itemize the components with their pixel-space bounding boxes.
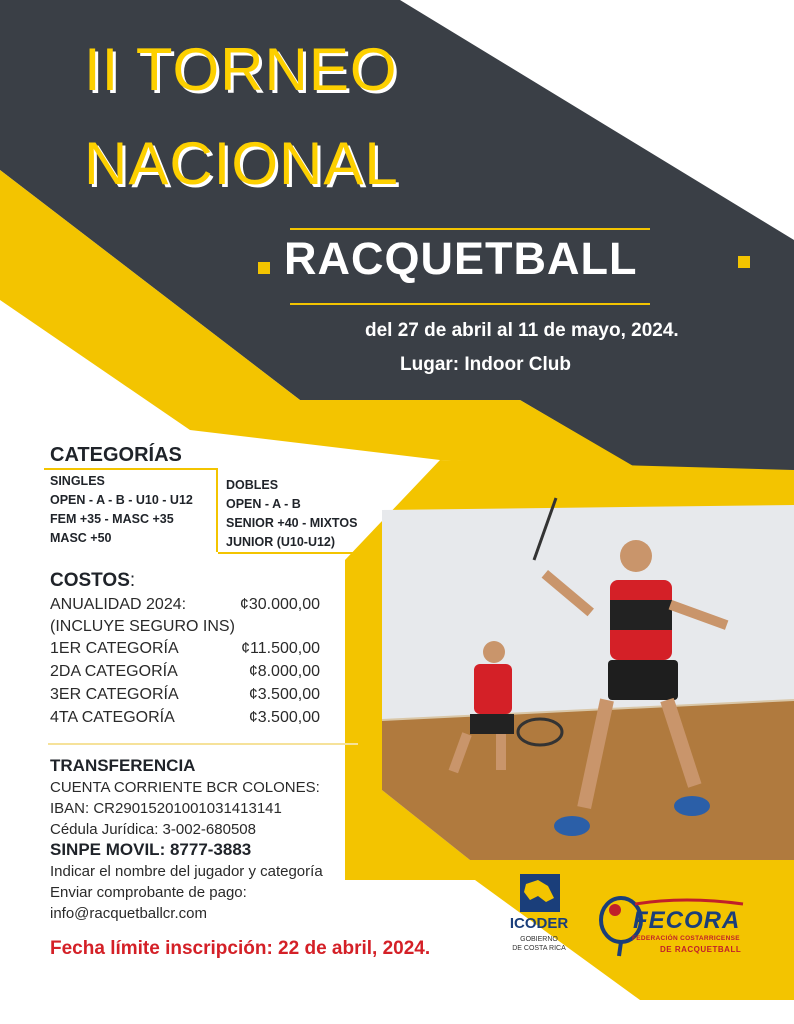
title-line-2: NACIONAL — [84, 130, 399, 197]
cost-value: ¢8.000,00 — [248, 663, 320, 680]
cost-row — [50, 596, 340, 618]
fecora-subtitle: FEDERACIÓN COSTARRICENSE — [632, 935, 740, 942]
event-dates: del 27 de abril al 11 de mayo, 2024. — [365, 320, 679, 341]
cost-value: ¢3.500,00 — [248, 709, 320, 726]
registration-deadline: Fecha límite inscripción: 22 de abril, 2024. — [50, 938, 431, 959]
icoder-name: ICODER — [509, 915, 569, 932]
cost-label: 1ER CATEGORÍA — [50, 640, 179, 657]
racquetball-rule-top — [290, 228, 650, 230]
cost-value: ¢3.500,00 — [248, 686, 320, 703]
categories-title: CATEGORÍAS — [50, 444, 182, 466]
singles-item: OPEN - A - B - U10 - U12 — [50, 493, 193, 507]
transfer-line: IBAN: CR29015201001031413141 — [50, 800, 282, 817]
costs-title: COSTOS: — [50, 570, 136, 591]
cost-label: 3ER CATEGORÍA — [50, 686, 179, 703]
doubles-heading: DOBLES — [226, 478, 279, 492]
cost-label: 2DA CATEGORÍA — [50, 663, 178, 680]
racquetball-rule-bottom — [290, 303, 650, 305]
cost-label: (INCLUYE SEGURO INS) — [50, 618, 235, 635]
singles-item: FEM +35 - MASC +35 — [50, 512, 174, 526]
cost-value: ¢11.500,00 — [241, 640, 320, 657]
cost-row — [50, 709, 340, 731]
cost-row — [50, 663, 340, 685]
transfer-note: Indicar el nombre del jugador y categoría — [50, 863, 323, 880]
event-place: Lugar: Indoor Club — [400, 354, 571, 375]
section-divider — [48, 743, 358, 745]
racquetball-bullet-right — [738, 256, 750, 268]
singles-heading: SINGLES — [50, 474, 105, 488]
doubles-list — [226, 476, 357, 552]
cost-label: 4TA CATEGORÍA — [50, 709, 175, 726]
doubles-item: OPEN - A - B — [226, 497, 301, 511]
doubles-item: SENIOR +40 - MIXTOS — [226, 516, 358, 530]
categories-rule — [218, 552, 376, 554]
transfer-line: CUENTA CORRIENTE BCR COLONES: — [50, 779, 320, 796]
cost-label: ANUALIDAD 2024: — [50, 596, 187, 613]
racquetball-bullet-left — [258, 262, 270, 274]
transfer-note: Enviar comprobante de pago: — [50, 884, 247, 901]
cost-row — [50, 640, 340, 662]
doubles-item: JUNIOR (U10-U12) — [226, 535, 336, 549]
cost-row — [50, 686, 340, 708]
transfer-line: Cédula Jurídica: 3-002-680508 — [50, 821, 256, 838]
contact-email[interactable]: info@racquetballcr.com — [50, 905, 207, 922]
singles-list — [50, 472, 193, 548]
sinpe-number: SINPE MOVIL: 8777-3883 — [50, 840, 252, 859]
sport-title: RACQUETBALL — [284, 233, 638, 284]
icoder-subtitle: GOBIERNO DE COSTA RICA — [512, 936, 566, 952]
singles-item: MASC +50 — [50, 531, 112, 545]
fecora-subtitle-2: DE RACQUETBALL — [660, 945, 742, 954]
title-line-1: II TORNEO — [84, 36, 398, 103]
fecora-name: FECORA — [633, 907, 741, 934]
transfer-title: TRANSFERENCIA — [50, 756, 196, 775]
cost-row — [50, 618, 340, 640]
cost-value: ¢30.000,00 — [239, 596, 320, 613]
